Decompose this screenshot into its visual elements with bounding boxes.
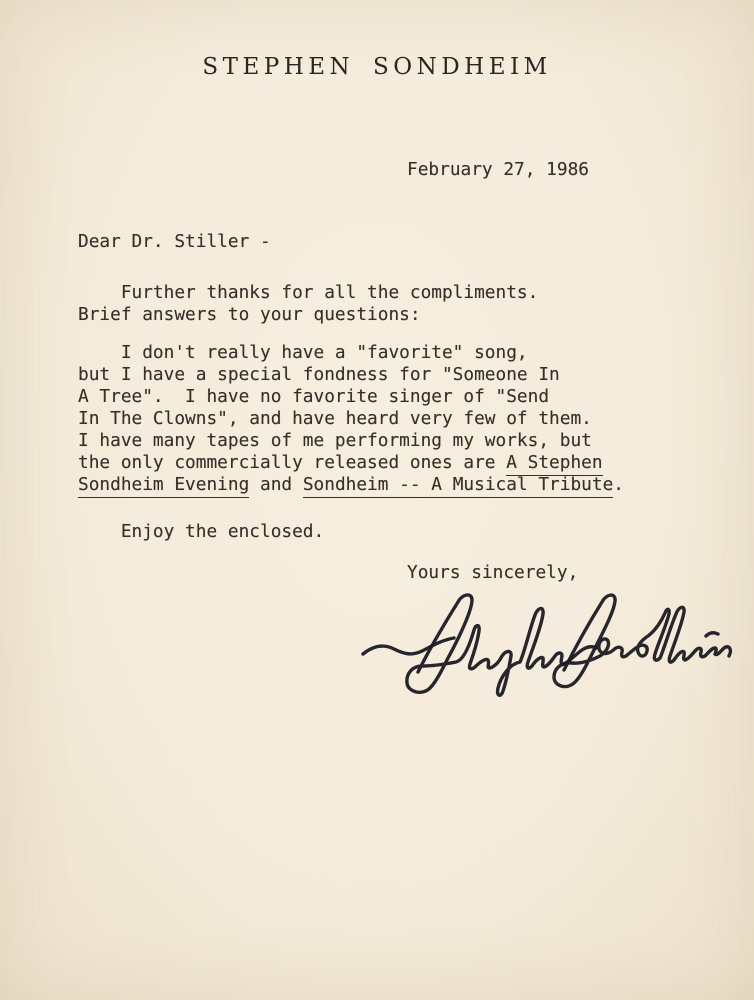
text-run: the only commercially released ones are: [78, 452, 507, 473]
letter-line: [78, 430, 624, 452]
letter-line: [78, 364, 624, 386]
underlined-title: Sondheim -- A Musical Tribute: [303, 474, 613, 498]
letter-line: [78, 342, 624, 364]
letterhead-name: STEPHEN SONDHEIM: [202, 54, 552, 80]
underlined-title: Sondheim Evening: [78, 474, 249, 498]
signature-image: [360, 588, 738, 706]
signature-svg: [360, 588, 738, 706]
letter-line: [78, 386, 624, 408]
salutation: Dear Dr. Stiller -: [78, 231, 271, 252]
paragraph-thanks: [78, 282, 538, 326]
text-run: I don't really have a "favorite" song,: [78, 342, 528, 363]
text-run: Enjoy the enclosed.: [78, 521, 325, 542]
letter-line: [78, 521, 324, 543]
date-line: February 27, 1986: [407, 159, 589, 180]
text-run: I have many tapes of me performing my works, but: [78, 430, 592, 451]
text-run: Further thanks for all the compliments.: [78, 282, 539, 303]
text-run: but I have a special fondness for "Someone In: [78, 364, 560, 385]
closing-line: Yours sincerely,: [407, 562, 579, 583]
text-run: In The Clowns", and have heard very few of them.: [78, 408, 592, 429]
paragraph-answers: [78, 342, 624, 496]
letter-line: [78, 452, 624, 474]
text-run: and: [249, 474, 303, 495]
letter-line: [78, 282, 538, 304]
text-run: .: [613, 474, 624, 495]
paragraph-enjoy: [78, 521, 324, 543]
text-run: Brief answers to your questions:: [78, 304, 421, 325]
text-run: A Tree". I have no favorite singer of "Send: [78, 386, 550, 407]
underlined-title: A Stephen: [506, 452, 602, 476]
letter-line: [78, 474, 624, 496]
letter-line: [78, 408, 624, 430]
letter-line: [78, 304, 538, 326]
